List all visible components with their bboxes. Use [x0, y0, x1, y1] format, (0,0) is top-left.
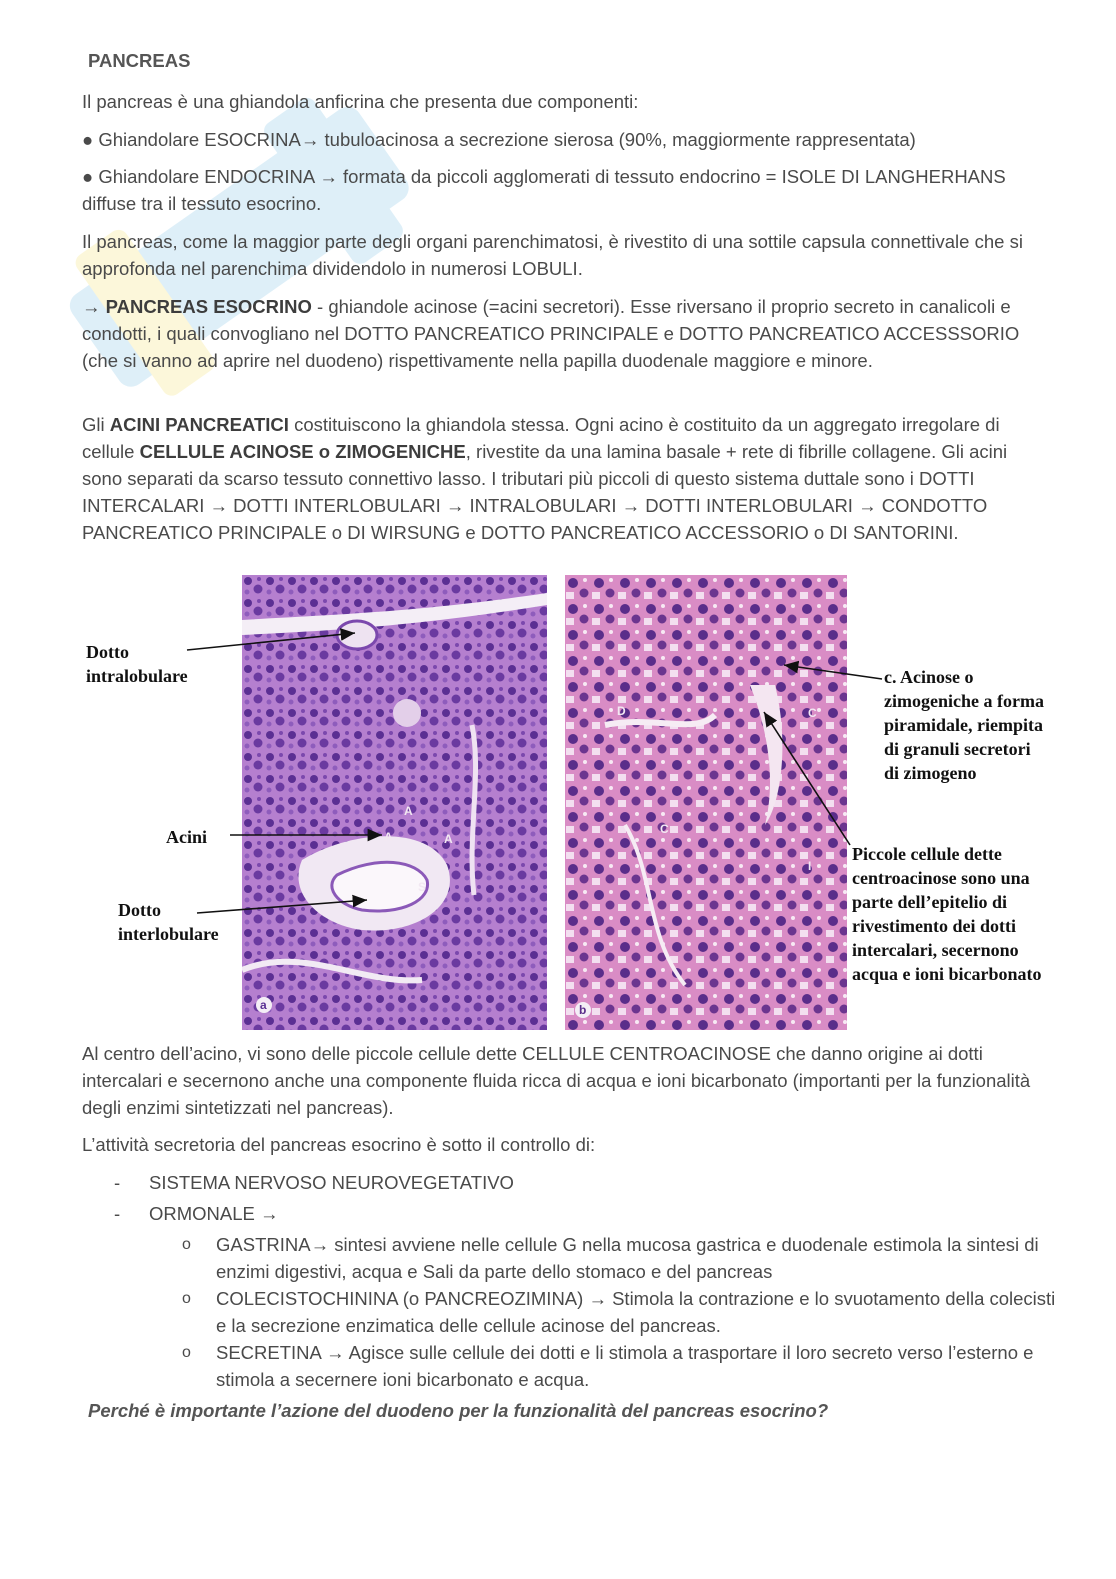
arrow-text: → [82, 296, 106, 317]
esocrino-text: - ghiandole acinose (=acini secretori). Esse riversano il proprio secreto in canalicoli e condotti, i quali convogliano nel DOTTO PANCREATICO PRINCIPALE e DOTTO PANCREATICO ACCESSSORIO (che si vanno ad aprire nel duodeno) rispettivamente nella papilla duodenale maggiore e minore. [82, 296, 1020, 371]
intro-text: Il pancreas è una ghiandola anficrina che presenta due componenti: [82, 91, 639, 112]
bold-term: CELLULE ACINOSE o ZIMOGENICHE [139, 441, 466, 462]
label-letter-d: D [617, 704, 626, 718]
text-run: , rivestite da una lamina basale + rete di fibrille collagene. Gli acini sono separati da scarso tessuto connettivo lasso. I tributari più piccoli di questo sistema duttale sono i DOTTI INTERCALARI → DOTTI INTERLOBULARI → INTRALOBULARI → DOTTI INTERLOBULARI → CONDOTTO PANCREATICO PRINCIPALE o DI WIRSUNG e DOTTO PANCREATICO ACCESSORIO o DI SANTORINI. [82, 441, 1008, 543]
esocrino-paragraph [82, 293, 1042, 374]
intro-paragraph [82, 88, 1042, 115]
histology-figure [82, 575, 1052, 1035]
bold-term: ACINI PANCREATICI [109, 414, 289, 435]
sublist-item-text: SECRETINA → Agisce sulle cellule dei dotti e li stimola a trasportare il loro secreto verso l’esterno e stimola a secernere ioni bicarbonato e acqua. [216, 1342, 1034, 1390]
text-run: Gli [82, 414, 110, 435]
list-item-text: ORMONALE → [149, 1203, 279, 1224]
bullet-esocrina [82, 126, 1042, 153]
bullet-endocrina [82, 163, 1042, 217]
capsule-text: Il pancreas, come la maggior parte degli organi parenchimatosi, è rivestito di una sottile capsula connettivale che si approfonda nel parenchima dividendolo in numerosi LOBULI. [82, 231, 1023, 279]
label-letter-c1: C [808, 706, 817, 720]
control-text: L’attività secretoria del pancreas esocrino è sotto il controllo di: [82, 1134, 596, 1155]
list-dash: - [114, 1203, 121, 1224]
panel-letter-b: b [579, 1003, 587, 1017]
label-letter-a2: A [384, 830, 393, 844]
label-acini: Acini [166, 827, 208, 847]
label-dotto-interlobulare: Dotto interlobulare [118, 900, 219, 944]
centro-text: Al centro dell’acino, vi sono delle piccole cellule dette CELLULE CENTROACINOSE che danno origine ai dotti intercalari e secernono anche una componente fluida ricca di acqua e ioni bicarbonato (importanti per la funzionalità degli enzimi sintetizzati nel pancreas). [82, 1043, 1031, 1118]
text-run: costituiscono la ghiandola stessa. Ogni acino è costituito da un aggregato irregolare di cellule [82, 414, 1000, 462]
panel-letter-a: a [260, 998, 267, 1012]
capsule-paragraph [82, 228, 1042, 282]
bullet-text: ● Ghiandolare ENDOCRINA → formata da piccoli agglomerati di tessuto endocrino = ISOLE DI LANGHERHANS diffuse tra il tessuto esocrino. [82, 166, 1006, 214]
centroacinose-paragraph [82, 1040, 1042, 1121]
sublist-item-text: GASTRINA→ sintesi avviene nelle cellule G nella mucosa gastrica e duodenale estimola la sintesi di enzimi digestivi, acqua e Sali da parte dello stomaco e del pancreas [216, 1234, 1039, 1282]
arrow-centroacinose [764, 712, 850, 845]
list-dash: - [114, 1172, 121, 1193]
sublist-bullet: o [182, 1344, 191, 1361]
sublist-bullet: o [182, 1290, 191, 1307]
acini-paragraph [82, 411, 1042, 546]
label-letter-i: I [808, 859, 812, 873]
control-intro [82, 1131, 1042, 1158]
sublist-item-text: COLECISTOCHININA (o PANCREOZIMINA) → Stimola la contrazione e lo svuotamento della colecisti e la secrezione enzimatica delle cellule acinose del pancreas. [216, 1288, 1056, 1336]
list-item-text: SISTEMA NERVOSO NEUROVEGETATIVO [149, 1172, 514, 1193]
label-dotto-intralobulare: Dotto intralobulare [86, 642, 188, 686]
arrow-acinose [784, 665, 882, 679]
bullet-text: ● Ghiandolare ESOCRINA→ tubuloacinosa a secrezione sierosa (90%, maggiormente rappresentata) [82, 129, 916, 150]
label-acinose: c. Acinose o zimogeniche a forma piramidale, riempita di granuli secretori di zimogeno [884, 667, 1044, 783]
control-list [82, 1169, 1062, 1393]
sublist-item [82, 1339, 1062, 1393]
closing-question: Perché è importante l’azione del duodeno per la funzionalità del pancreas esocrino? [88, 1400, 829, 1421]
sublist-item [82, 1285, 1062, 1339]
sublist-item [82, 1231, 1062, 1285]
label-letter-s: S [418, 880, 427, 894]
label-centroacinose: Piccole cellule dette centroacinose sono una parte dell’epitelio di rivestimento dei dotti intercalari, secernono acqua e ioni bicarbonato [852, 844, 1042, 984]
page-title: PANCREAS [88, 50, 191, 71]
list-item [82, 1169, 1062, 1200]
label-letter-a3: A [444, 832, 453, 846]
label-letter-c2: C [660, 822, 669, 836]
list-item [82, 1200, 1062, 1231]
sublist-bullet: o [182, 1236, 191, 1253]
label-letter-a1: A [404, 804, 413, 818]
bold-term: PANCREAS ESOCRINO [105, 296, 312, 317]
